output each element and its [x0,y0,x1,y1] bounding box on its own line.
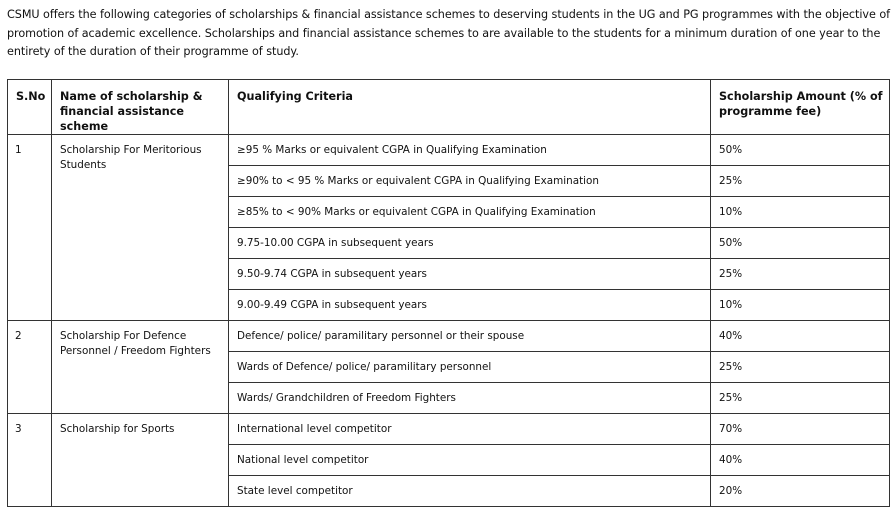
criteria-cell: 9.75-10.00 CGPA in subsequent years [229,228,711,259]
amount-cell: 40% [711,445,890,476]
header-sno: S.No [8,80,52,135]
criteria-cell: Wards of Defence/ police/ paramilitary personnel [229,352,711,383]
criteria-cell: ≥95 % Marks or equivalent CGPA in Qualifying Examination [229,135,711,166]
criteria-cell: ≥85% to < 90% Marks or equivalent CGPA in Qualifying Examination [229,197,711,228]
criteria-cell: International level competitor [229,414,711,445]
group-sno: 1 [8,135,52,321]
header-scheme-name: Name of scholarship & financial assistance scheme [52,80,229,135]
amount-cell: 25% [711,166,890,197]
table-row [8,414,890,445]
intro-paragraph: CSMU offers the following categories of scholarships & financial assistance schemes to deserving students in the UG and PG programmes with the objective of promotion of academic excellence. Scholarships and financial assistance schemes to are available to the students for a minimum duration of one year to the entirety of the duration of their programme of study. [7,8,891,58]
group-scheme-name: Scholarship For Meritorious Students [52,135,229,321]
criteria-cell: ≥90% to < 95 % Marks or equivalent CGPA in Qualifying Examination [229,166,711,197]
group-sno: 3 [8,414,52,507]
table-header-row [8,80,890,135]
criteria-cell: State level competitor [229,476,711,507]
amount-cell: 25% [711,352,890,383]
amount-cell: 25% [711,259,890,290]
amount-cell: 25% [711,383,890,414]
group-scheme-name: Scholarship For Defence Personnel / Freedom Fighters [52,321,229,414]
criteria-cell: 9.00-9.49 CGPA in subsequent years [229,290,711,321]
header-qualifying-criteria: Qualifying Criteria [229,80,711,135]
scholarship-table-wrapper [7,79,890,507]
amount-cell: 20% [711,476,890,507]
amount-cell: 40% [711,321,890,352]
amount-cell: 10% [711,290,890,321]
table-row [8,135,890,166]
amount-cell: 50% [711,228,890,259]
group-scheme-name: Scholarship for Sports [52,414,229,507]
amount-cell: 50% [711,135,890,166]
amount-cell: 70% [711,414,890,445]
header-scholarship-amount: Scholarship Amount (% of programme fee) [711,80,890,135]
criteria-cell: National level competitor [229,445,711,476]
criteria-cell: Wards/ Grandchildren of Freedom Fighters [229,383,711,414]
group-sno: 2 [8,321,52,414]
scholarship-table [7,79,890,507]
criteria-cell: 9.50-9.74 CGPA in subsequent years [229,259,711,290]
criteria-cell: Defence/ police/ paramilitary personnel or their spouse [229,321,711,352]
amount-cell: 10% [711,197,890,228]
table-row [8,321,890,352]
